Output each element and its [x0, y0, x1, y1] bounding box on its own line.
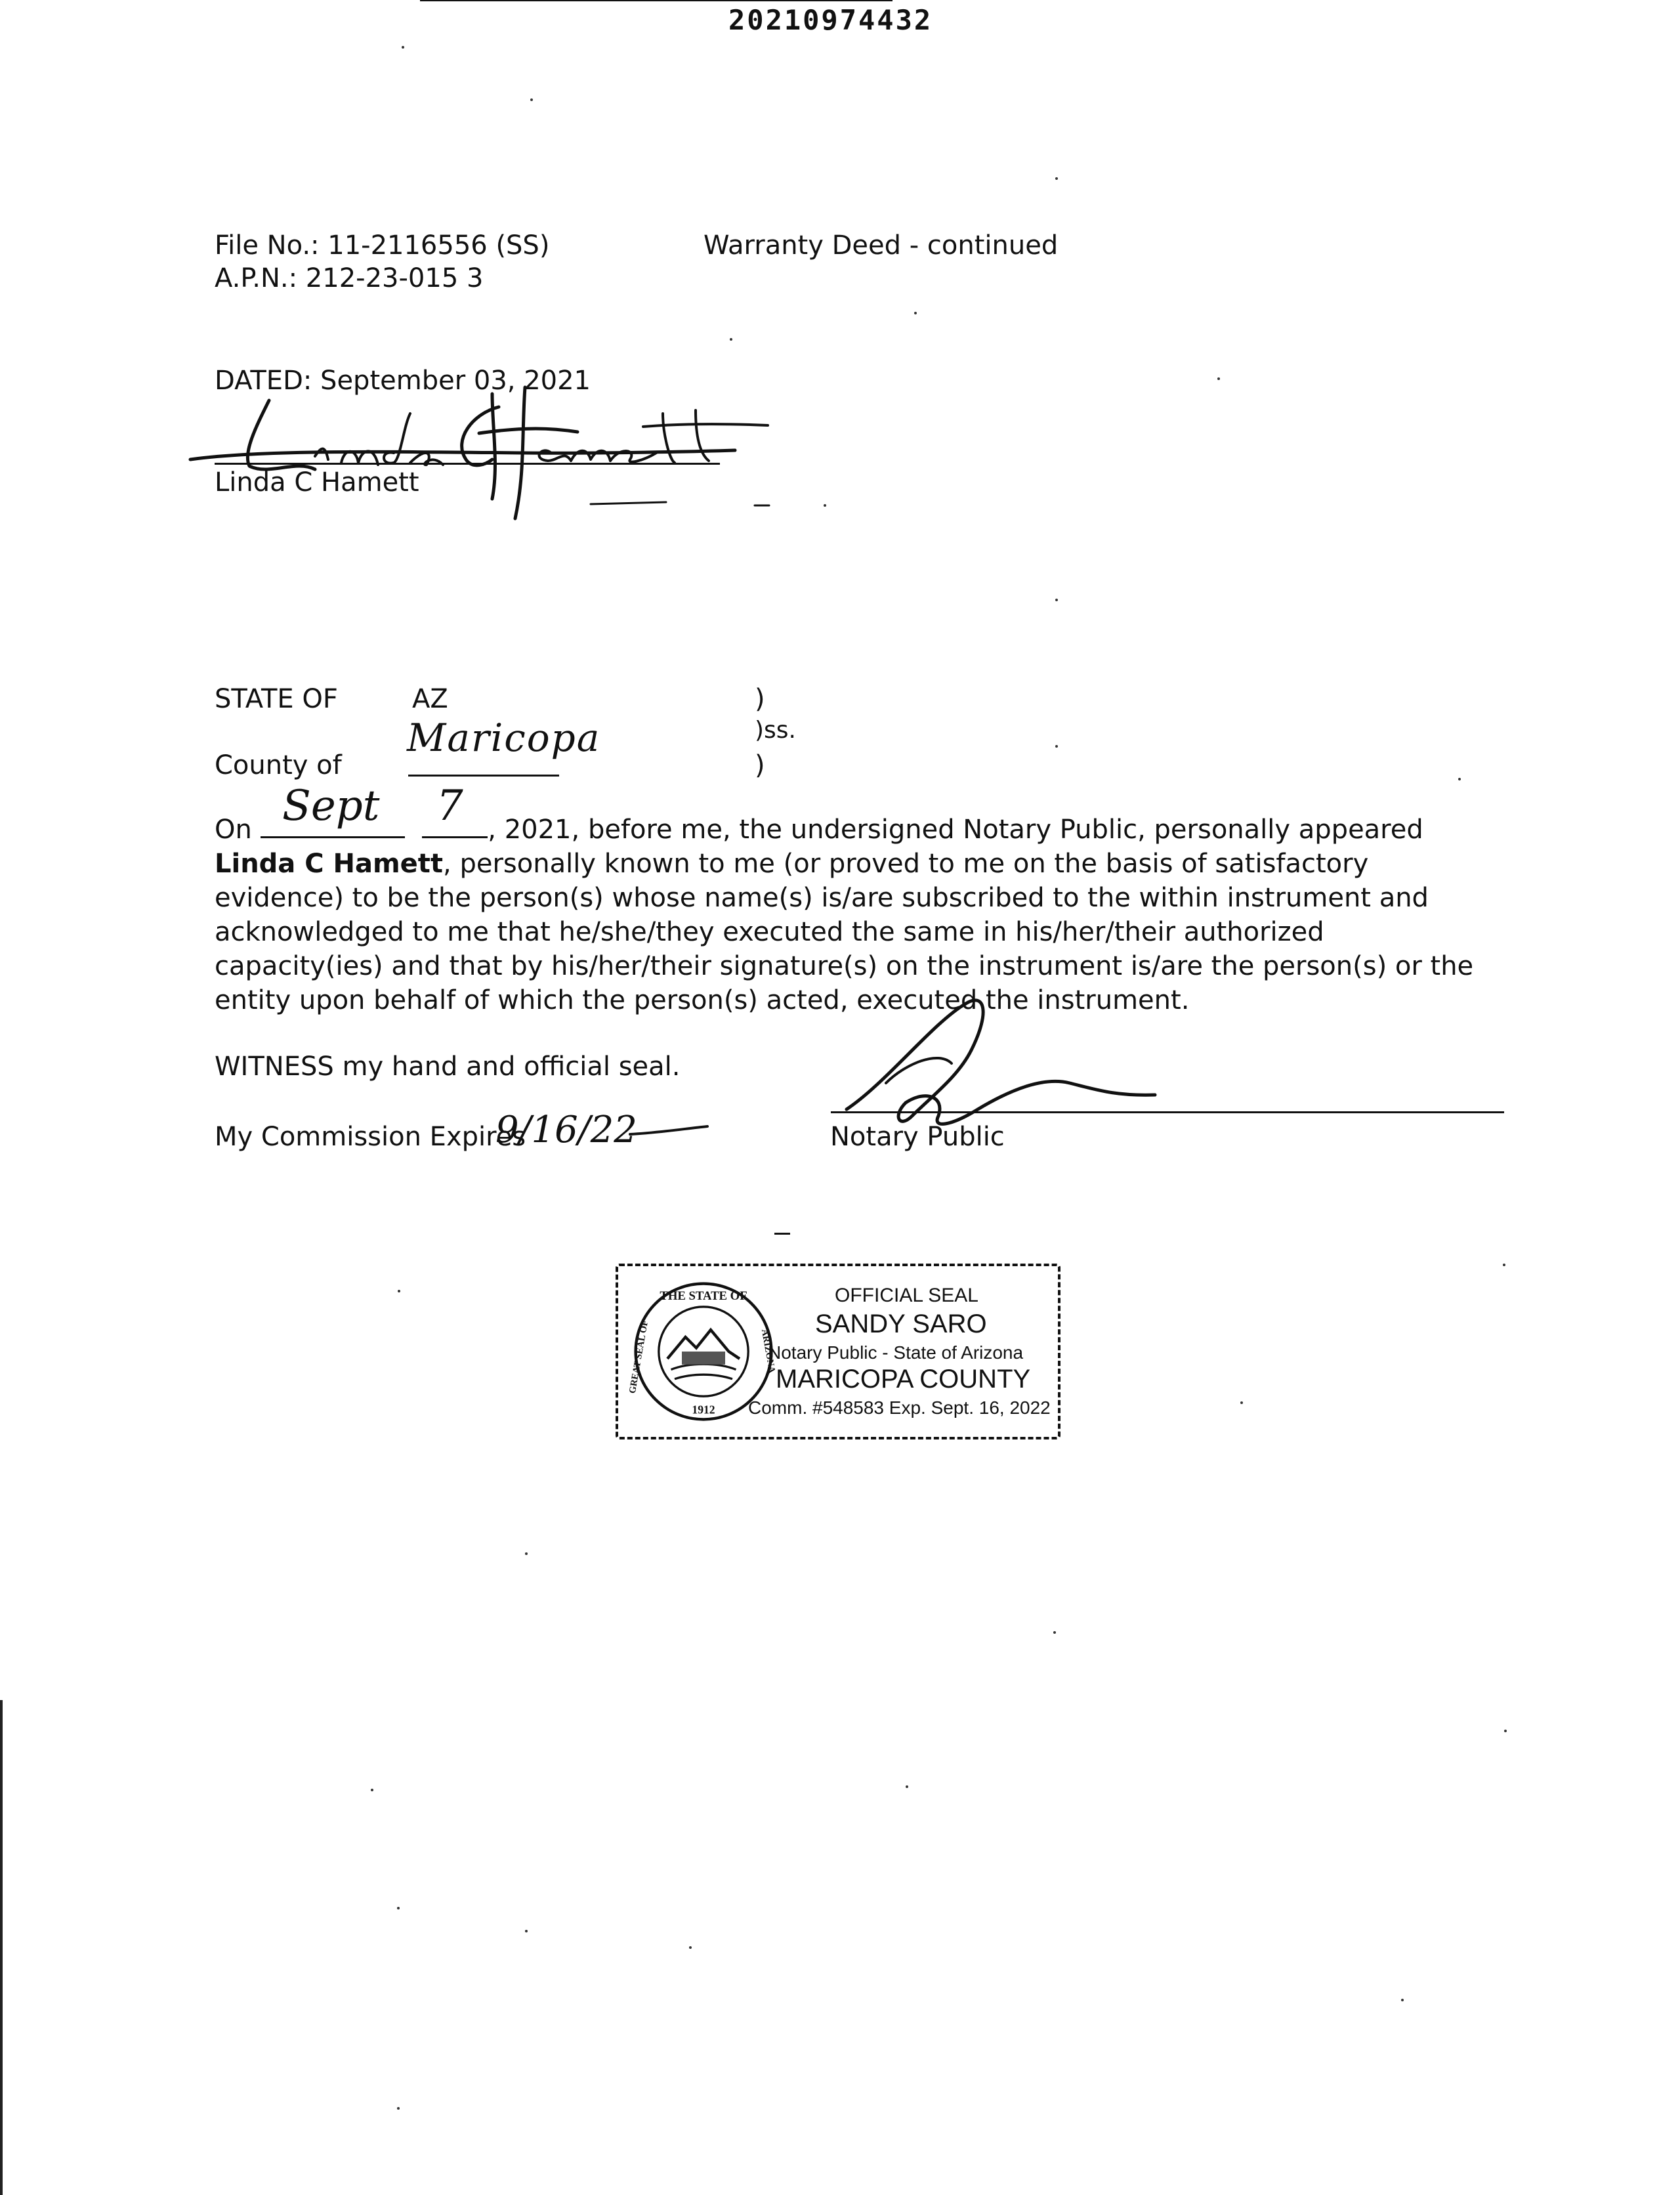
day-handwritten: 7 [436, 782, 463, 830]
day-blank [422, 814, 488, 838]
scan-speck [1504, 1730, 1507, 1732]
scan-speck [914, 312, 917, 314]
ack-name: Linda C Hamett [215, 849, 444, 879]
recording-number: 20210974432 [728, 4, 933, 36]
scan-speck [530, 98, 533, 101]
witness-line: WITNESS my hand and official seal. [215, 1052, 681, 1082]
scan-speck [1055, 177, 1058, 180]
month-handwritten: Sept [282, 782, 380, 830]
scan-speck [1055, 599, 1058, 601]
scan-speck [525, 1930, 528, 1932]
venue-bracket-3: ) [755, 750, 765, 780]
scan-speck [1217, 377, 1220, 380]
svg-text:1912: 1912 [692, 1403, 715, 1417]
file-number: File No.: 11-2116556 (SS) [215, 230, 550, 261]
notary-signature-line [831, 1111, 1504, 1113]
scan-speck [1503, 1264, 1505, 1266]
scan-speck [398, 1290, 400, 1292]
signature-stray-marks [578, 486, 774, 525]
on-label: On [215, 815, 252, 845]
scan-speck [1458, 778, 1461, 780]
state-label: STATE OF [215, 684, 338, 714]
scan-speck [1401, 1999, 1404, 2001]
seal-notary-name: SANDY SARO [815, 1310, 987, 1338]
svg-text:ARIZONA: ARIZONA [759, 1328, 778, 1374]
seal-commission: Comm. #548583 Exp. Sept. 16, 2022 [748, 1397, 1051, 1418]
state-value: AZ [412, 684, 448, 714]
scan-speck [824, 504, 826, 507]
county-underline [408, 775, 559, 777]
seal-county: MARICOPA COUNTY [776, 1365, 1031, 1394]
ack-prefix: , 2021, before me, the undersigned Notary Public, personally appeared [488, 815, 1423, 845]
venue-bracket-1: ) [755, 684, 765, 714]
svg-text:GREAT SEAL OF: GREAT SEAL OF [627, 1319, 651, 1395]
scan-speck [906, 1785, 908, 1788]
grantor-name: Linda C Hamett [215, 467, 419, 498]
commission-date-handwritten: 9/16/22 [495, 1109, 637, 1151]
month-blank [261, 814, 405, 838]
county-label: County of [215, 750, 342, 780]
ack-rest: , personally known to me (or proved to me on the basis of satisfactory evidence) to be the person(s) whose name(s) is/are subscribed to the within instrument and acknowledged to me that he/she/they executed the same in his/her/their authorized capacity(ies) and that by his/her/their signature(s) on the instrument is/are the person(s) or the entity upon behalf of which the person(s) acted, executed the instrument. [215, 849, 1474, 1015]
scan-speck [1053, 1631, 1056, 1634]
scan-speck [525, 1552, 528, 1555]
stray-dash [774, 1233, 790, 1235]
dated-line: DATED: September 03, 2021 [215, 366, 591, 396]
apn-number: A.P.N.: 212-23-015 3 [215, 263, 484, 293]
scan-speck [402, 46, 404, 49]
seal-title: OFFICIAL SEAL [835, 1285, 978, 1306]
grantor-signature-line [215, 463, 720, 465]
scan-speck [1240, 1401, 1243, 1404]
county-handwritten: Maricopa [407, 715, 601, 760]
scan-left-edge [0, 1700, 3, 2195]
venue-bracket-ss: )ss. [755, 717, 796, 744]
commission-line [215, 1124, 526, 1150]
document-title: Warranty Deed - continued [704, 230, 1059, 261]
svg-text:THE STATE OF: THE STATE OF [660, 1289, 747, 1303]
scan-speck [1055, 745, 1058, 748]
official-notary-seal [616, 1264, 1060, 1439]
scan-speck [371, 1789, 373, 1791]
scan-speck [397, 2107, 400, 2110]
scan-speck [689, 1946, 692, 1949]
commission-label: My Commission Expires [215, 1122, 526, 1152]
scan-speck [397, 1907, 400, 1909]
commission-tail-stroke [630, 1121, 709, 1141]
notary-public-label: Notary Public [830, 1122, 1005, 1152]
seal-notary-state: Notary Public - State of Arizona [768, 1342, 1024, 1363]
scan-top-edge [420, 0, 892, 1]
scan-speck [730, 338, 732, 341]
